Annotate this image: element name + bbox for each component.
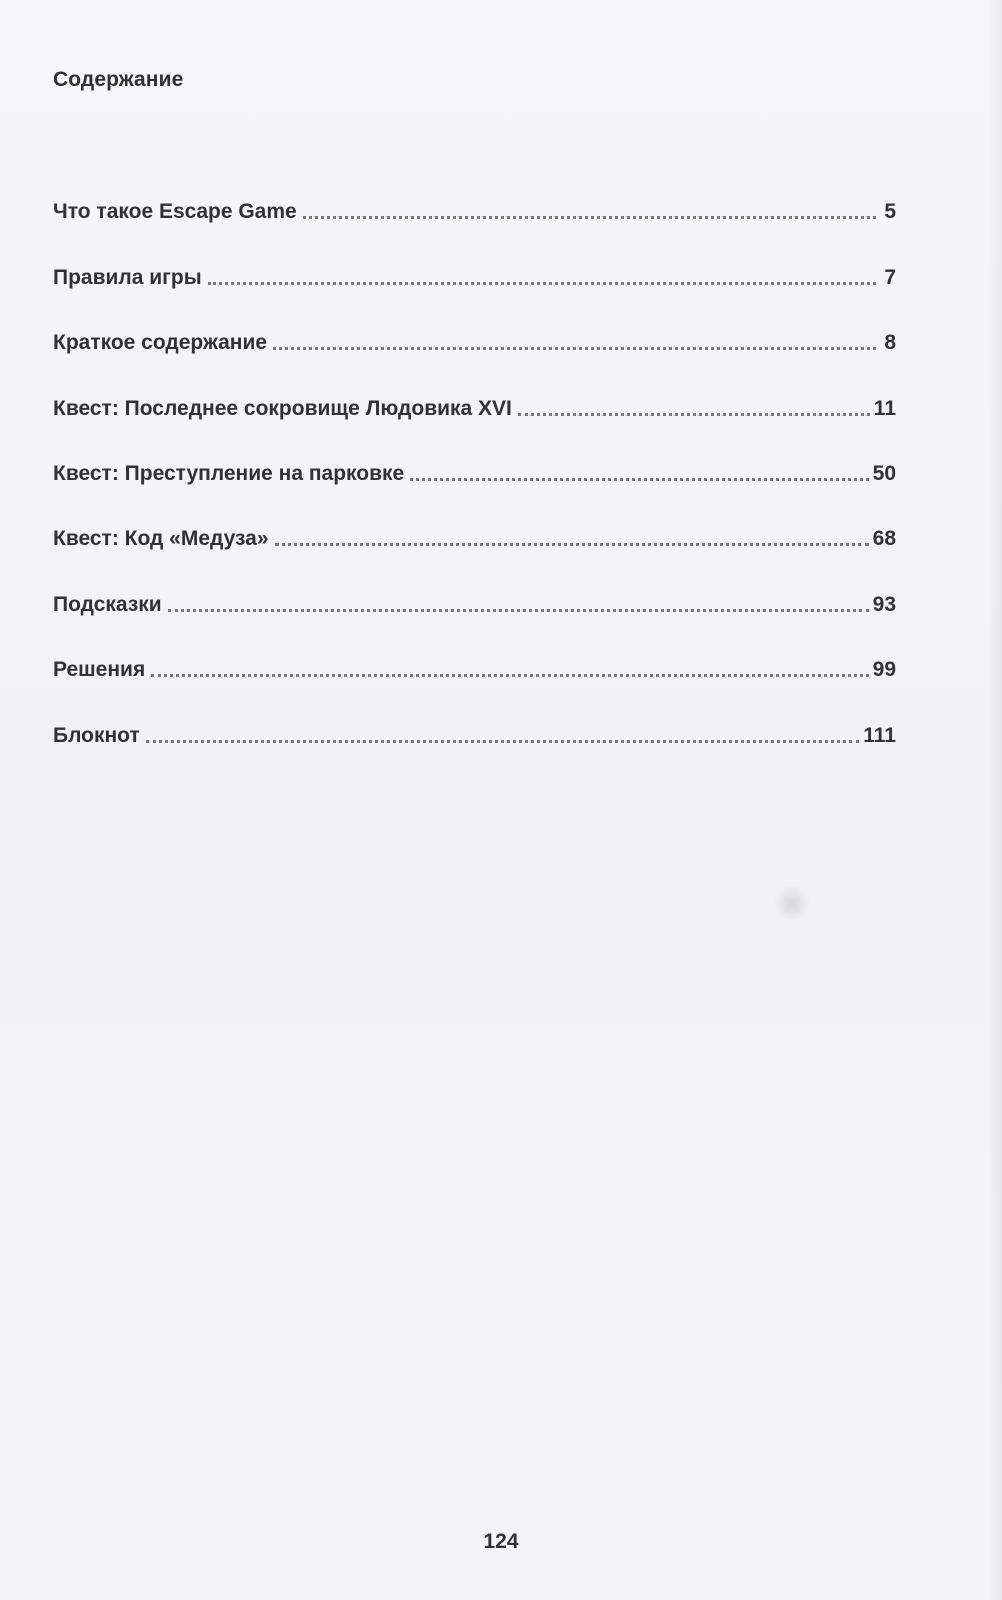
toc-entry-page: 5 — [884, 200, 896, 224]
paper-smudge — [772, 886, 812, 920]
toc-heading: Содержание — [53, 68, 184, 91]
toc-entry-notebook — [53, 685, 896, 750]
toc-entry-title: Правила игры — [53, 265, 202, 289]
toc-entry-quest-medusa — [53, 489, 896, 554]
toc-entry-page: 7 — [884, 265, 896, 289]
toc-entry-quest-parking — [53, 424, 896, 489]
toc-entry-title: Блокнот — [53, 723, 140, 747]
toc-entry-summary — [53, 293, 896, 358]
page-edge-shadow — [988, 0, 1002, 1600]
toc-entry-page: 68 — [872, 527, 896, 551]
toc-entry-page: 99 — [872, 658, 896, 682]
table-of-contents — [53, 162, 896, 751]
toc-entry-page: 93 — [872, 592, 896, 616]
dot-leader — [273, 347, 876, 350]
toc-entry-title: Решения — [53, 658, 146, 682]
page-number: 124 — [483, 1530, 519, 1553]
toc-entry-page: 111 — [863, 723, 896, 747]
dot-leader — [518, 413, 870, 416]
toc-entry-rules — [53, 227, 896, 292]
dot-leader — [303, 216, 876, 219]
toc-entry-page: 8 — [884, 331, 896, 355]
dot-leader — [151, 674, 868, 677]
toc-entry-solutions — [53, 620, 896, 685]
toc-entry-title: Подсказки — [53, 592, 162, 616]
dot-leader — [275, 543, 869, 546]
toc-entry-quest-louis — [53, 358, 896, 423]
toc-entry-title: Что такое Escape Game — [53, 200, 297, 224]
dot-leader — [410, 478, 868, 481]
toc-entry-page: 50 — [872, 461, 896, 485]
toc-entry-title: Краткое содержание — [53, 331, 268, 355]
toc-entry-title: Квест: Код «Медуза» — [53, 527, 269, 551]
dot-leader — [208, 282, 876, 285]
toc-entry-escape-game — [53, 162, 896, 227]
toc-entry-title: Квест: Последнее сокровище Людовика XVI — [53, 396, 512, 420]
toc-entry-title: Квест: Преступление на парковке — [53, 461, 405, 485]
dot-leader — [168, 609, 869, 612]
dot-leader — [146, 740, 859, 743]
toc-entry-hints — [53, 554, 896, 619]
toc-entry-page: 11 — [873, 396, 896, 420]
